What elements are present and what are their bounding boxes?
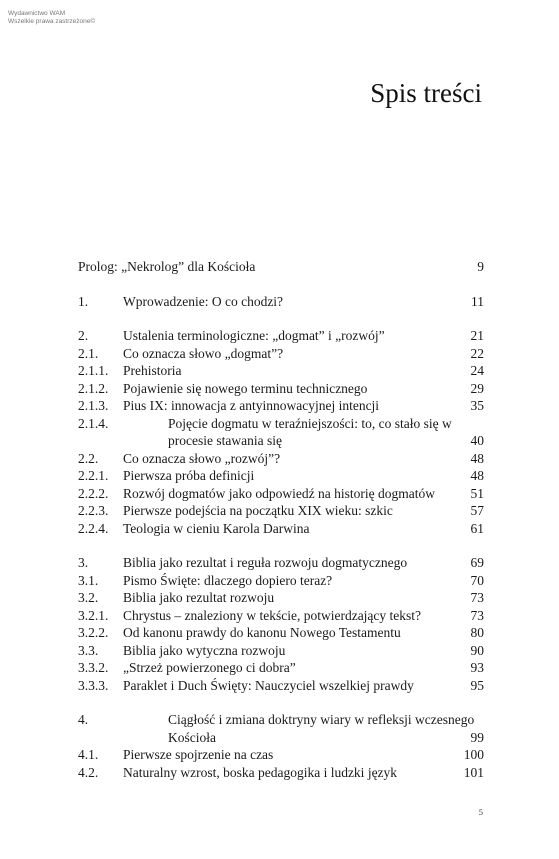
toc-entry — [78, 415, 484, 450]
toc-entry — [78, 677, 484, 695]
toc-entry — [78, 345, 484, 363]
watermark-line-2: Wszelkie prawa zastrzeżone© — [8, 18, 96, 25]
toc-entry-title: Co oznacza słowo „rozwój”? — [123, 450, 281, 466]
toc-entry-title: Od kanonu prawdy do kanonu Nowego Testamentu — [123, 625, 401, 640]
toc-entry-title: Rozwój dogmatów jako odpowiedź na historię dogmatów — [123, 485, 435, 501]
toc-entry-page: 35 — [470, 398, 484, 413]
toc-entry-number: 4. — [78, 712, 89, 727]
toc-entry-page: 90 — [470, 642, 484, 658]
toc-entry-title: Teologia w cieniu Karola Darwina — [123, 520, 310, 536]
publisher-watermark — [8, 10, 95, 26]
toc-entry-title: Wprowadzenie: O co chodzi? — [123, 293, 284, 309]
toc-entry-number: 1. — [78, 293, 89, 309]
toc-entry — [78, 746, 484, 764]
section-spacer — [78, 310, 484, 327]
toc-entry-title: Chrystus – znaleziony w tekście, potwierdzający tekst? — [123, 607, 422, 623]
toc-entry — [78, 293, 484, 311]
section-spacer — [78, 276, 484, 293]
toc-entry — [78, 362, 484, 380]
toc-entry — [78, 711, 484, 746]
toc-entry-number: 2.2.3. — [78, 503, 109, 518]
toc-entry — [78, 467, 484, 485]
toc-entry — [78, 624, 484, 642]
toc-entry — [78, 764, 484, 782]
toc-entry-page: 48 — [470, 468, 484, 483]
toc-entry-page: 93 — [470, 660, 484, 675]
toc-entry-number: 3.3.3. — [78, 677, 109, 693]
toc-entry — [78, 659, 484, 677]
toc-entry-page: 24 — [470, 363, 484, 378]
toc-entry-page: 9 — [477, 259, 484, 274]
page-number: 5 — [478, 807, 483, 817]
toc-entry-number: 4.1. — [78, 747, 99, 762]
toc-entry-page: 48 — [470, 450, 484, 466]
toc-entry-page: 73 — [470, 607, 484, 623]
toc-entry-page: 100 — [463, 747, 484, 762]
toc-entry — [78, 485, 484, 503]
toc-entry — [78, 450, 484, 468]
toc-entry-title: „Strzeż powierzonego ci dobra” — [123, 660, 296, 675]
toc-entry-page: 29 — [470, 380, 484, 396]
toc-entry — [78, 554, 484, 572]
toc-entry-title: Pierwsze spojrzenie na czas — [123, 747, 274, 762]
toc-entry-title: Pismo Święte: dlaczego dopiero teraz? — [123, 572, 333, 588]
toc-entry-number: 2.1.2. — [78, 380, 109, 396]
toc-entry-number: 2.2. — [78, 450, 99, 466]
toc-entry-page: 69 — [470, 555, 484, 570]
toc-entry-title: Ciągłość i zmiana doktryny wiary w refleksji wczesnego Kościoła — [168, 712, 475, 745]
toc-entry-number: 2. — [78, 328, 89, 343]
toc-entry-number: 3.2.2. — [78, 625, 109, 640]
watermark-line-1: Wydawnictwo WAM — [8, 10, 66, 17]
toc-entry-number: 3. — [78, 555, 89, 570]
toc-entry-page: 101 — [463, 764, 484, 780]
section-spacer — [78, 537, 484, 554]
toc-entry-number: 3.2. — [78, 590, 99, 605]
page-title: Spis treści — [370, 78, 482, 108]
toc-entry-title: Pierwsza próba definicji — [123, 468, 255, 483]
toc-entry-title: Biblia jako rezultat i reguła rozwoju dogmatycznego — [123, 555, 408, 570]
toc-entry — [78, 380, 484, 398]
toc-entry-number: 2.1.4. — [78, 415, 109, 431]
toc-entry-number: 2.2.2. — [78, 485, 109, 501]
toc-entry-page: 21 — [470, 328, 484, 343]
toc-entry-number: 3.3. — [78, 642, 99, 658]
toc-entry-number: 2.1.3. — [78, 398, 109, 413]
toc-entry-page: 73 — [470, 590, 484, 605]
toc-entry-page: 22 — [470, 345, 484, 361]
toc-entry-title: Pierwsze podejścia na początku XIX wieku: szkic — [123, 503, 393, 518]
toc-entry-title: Prolog: „Nekrolog” dla Kościoła — [78, 259, 256, 274]
toc-entry — [78, 327, 484, 345]
toc-entry-page: 40 — [470, 433, 484, 448]
toc-entry-title: Ustalenia terminologiczne: „dogmat” i „rozwój” — [123, 328, 385, 343]
toc-entry-number: 2.1. — [78, 345, 99, 361]
toc-entry — [78, 520, 484, 538]
toc-entry-number: 4.2. — [78, 764, 99, 780]
toc-entry-page: 99 — [470, 729, 484, 745]
toc-entry-number: 3.3.2. — [78, 660, 109, 675]
toc-entry-title: Pojęcie dogmatu w teraźniejszości: to, co stało się w procesie stawania się — [168, 415, 452, 448]
toc-entry-page: 95 — [470, 677, 484, 693]
toc-entry-page: 51 — [470, 485, 484, 501]
toc-entry-title: Biblia jako wytyczna rozwoju — [123, 642, 286, 658]
toc-entry-page: 80 — [470, 625, 484, 640]
toc-entry-page: 11 — [471, 293, 484, 309]
toc-entry-title: Pius IX: innowacja z antyinnowacyjnej intencji — [123, 398, 380, 413]
toc-entry-page: 57 — [470, 503, 484, 518]
toc-entry-number: 2.1.1. — [78, 363, 109, 378]
toc-entry — [78, 258, 484, 276]
toc-entry — [78, 502, 484, 520]
toc-entry-number: 3.2.1. — [78, 607, 109, 623]
toc-entry-title: Co oznacza słowo „dogmat”? — [123, 345, 284, 361]
toc-entry-number: 3.1. — [78, 572, 99, 588]
toc-entry-title: Pojawienie się nowego terminu technicznego — [123, 380, 368, 396]
toc-entry — [78, 589, 484, 607]
toc-entry-title: Naturalny wzrost, boska pedagogika i ludzki język — [123, 764, 398, 780]
table-of-contents — [78, 258, 484, 781]
toc-entry-page: 61 — [470, 520, 484, 536]
toc-entry-number: 2.2.4. — [78, 520, 109, 536]
toc-entry-title: Prehistoria — [123, 363, 182, 378]
toc-entry-number: 2.2.1. — [78, 468, 109, 483]
toc-entry-title: Biblia jako rezultat rozwoju — [123, 590, 275, 605]
toc-entry — [78, 607, 484, 625]
section-spacer — [78, 694, 484, 711]
toc-entry — [78, 397, 484, 415]
toc-entry — [78, 642, 484, 660]
toc-entry-title: Paraklet i Duch Święty: Nauczyciel wszelkiej prawdy — [123, 677, 414, 693]
toc-entry — [78, 572, 484, 590]
toc-entry-page: 70 — [470, 572, 484, 588]
